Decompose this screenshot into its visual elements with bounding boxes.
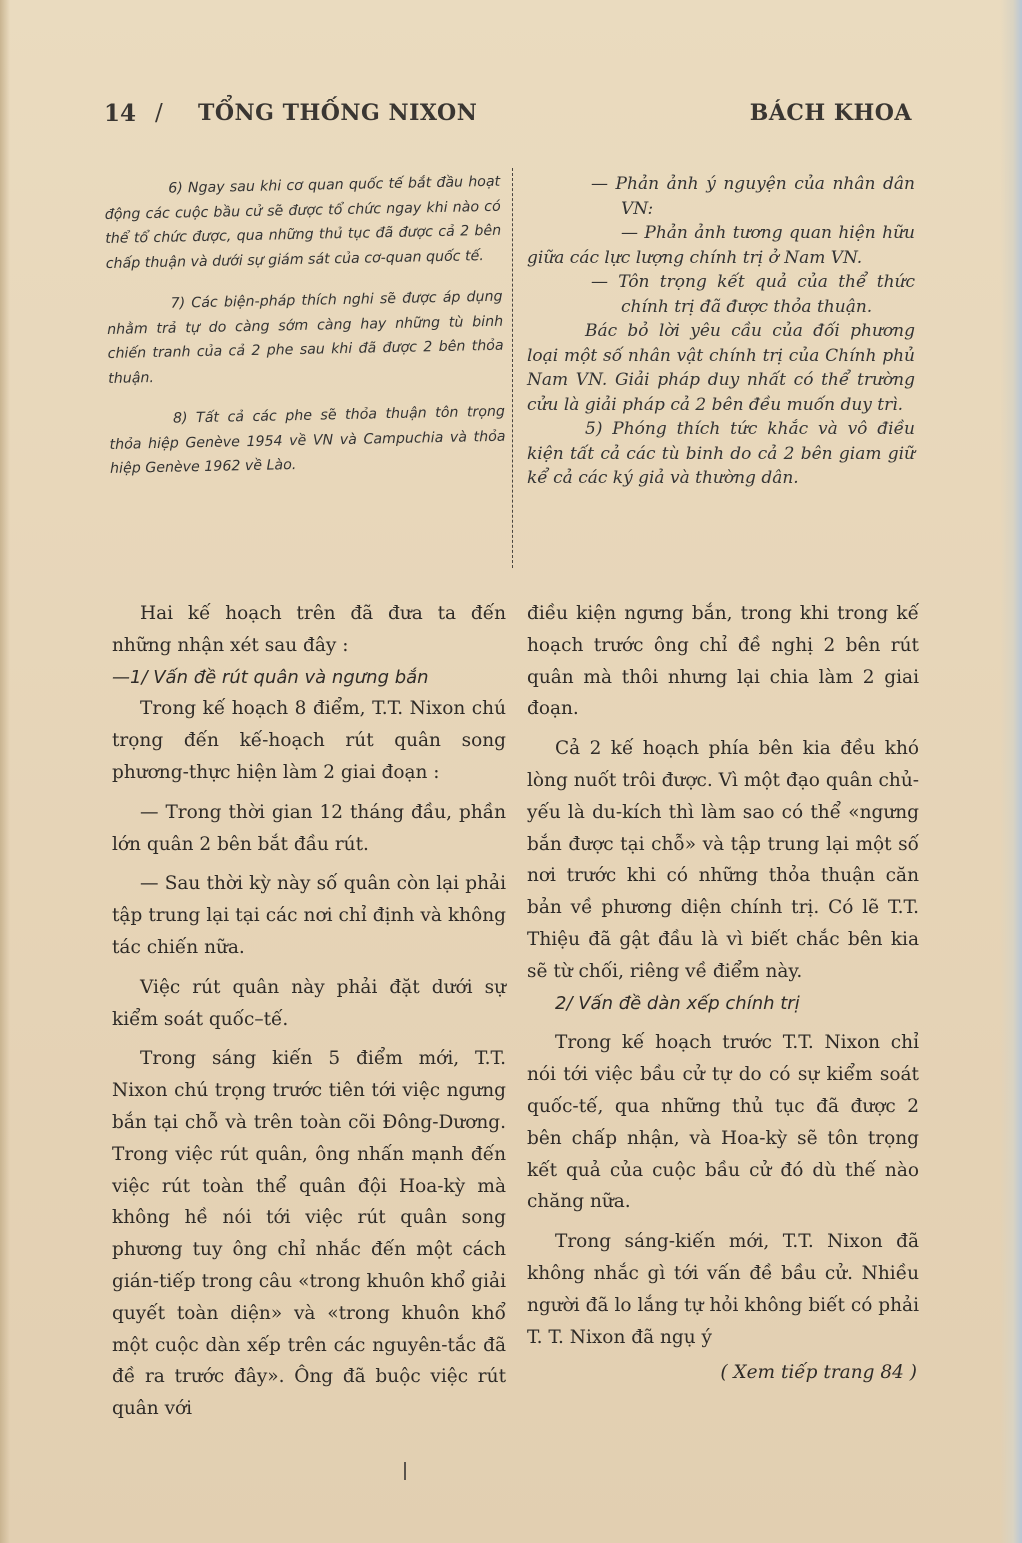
print-mark — [404, 1462, 406, 1480]
paragraph: Trong sáng-kiến mới, T.T. Nixon đã không nhắc gì tới vấn đề bầu cử. Nhiều người đã lo lắng tự hỏi không biết có phải T. T. Nixon đã ngụ ý — [527, 1231, 919, 1348]
dash-item-2: — Phản ảnh tương quan hiện hữu giữa các lực lượng chính trị ở Nam VN. — [527, 223, 915, 268]
page-edge-strip — [1000, 0, 1022, 1543]
section-heading-1: —1/ Vấn đề rút quân và ngưng bắn — [112, 666, 429, 688]
upper-right-block — [527, 172, 915, 491]
section-heading-2: 2/ Vấn đề dàn xếp chính trị — [555, 992, 800, 1014]
upper-right-paragraph: Bác bỏ lời yêu cầu của đối phương loại một số nhân vật chính trị của Chính phủ Nam VN. Giải pháp duy nhất có thể trường cửu là giải pháp cả 2 bên đều muốn duy trì. — [527, 321, 915, 415]
point-8: 8) Tất cả các phe sẽ thỏa thuận tôn trọng thỏa hiệp Genève 1954 về VN và Campuchia và thỏa hiệp Genève 1962 về Lào. — [109, 403, 506, 477]
continued-note: ( Xem tiếp trang 84 ) — [720, 1362, 917, 1384]
header-separator: / — [155, 100, 163, 126]
upper-left-block — [104, 170, 507, 499]
point-5: 5) Phóng thích tức khắc và vô điều kiện tất cả các tù binh do cả 2 bên giam giữ kể cả các ký giả và thường dân. — [527, 419, 915, 488]
article-title: TỔNG THỐNG NIXON — [198, 100, 478, 126]
page-edge-shadow — [0, 0, 10, 1543]
page-number: 14 — [104, 100, 137, 127]
paragraph: Trong sáng kiến 5 điểm mới, T.T. Nixon chú trọng trước tiên tới việc ngưng bắn tại chỗ và trên toàn cõi Đông-Dương. Trong việc rút quân, ông nhấn mạnh đến việc rút toàn thể quân đội Hoa-kỳ mà không hề nói tới việc rút quân song phương tuy ông chỉ nhắc đến một cách gián-tiếp trong câu «trong khuôn khổ giải quyết toàn diện» và «trong khuôn khổ một cuộc dàn xếp trên các nguyên-tắc đã đề ra trước đây». Ông đã buộc việc rút quân với — [112, 1048, 506, 1420]
paragraph: Cả 2 kế hoạch phía bên kia đều khó lòng nuốt trôi được. Vì một đạo quân chủ-yếu là du-kích thì làm sao có thể «ngưng bắn được tại chỗ» và tập trung lại một số nơi trước khi có những thỏa thuận căn bản về phương diện chính trị. Có lẽ T.T. Thiệu đã gật đầu là vì biết chắc bên kia sẽ từ chối, riêng về điểm này. — [527, 738, 919, 982]
dash-item-3: — Tôn trọng kết quả của thể thức chính trị đã được thỏa thuận. — [591, 272, 915, 317]
main-right-column — [527, 598, 919, 1389]
intro-paragraph: Hai kế hoạch trên đã đưa ta đến những nhận xét sau đây : — [112, 603, 506, 656]
paragraph: Trong kế hoạch trước T.T. Nixon chỉ nói tới việc bầu cử tự do có sự kiểm soát quốc-tế, qua những thủ tục đã được 2 bên chấp nhận, và Hoa-kỳ sẽ tôn trọng kết quả của cuộc bầu cử đó dù thế nào chăng nữa. — [527, 1032, 919, 1213]
magazine-name: BÁCH KHOA — [749, 100, 912, 126]
dash-item-1: — Phản ảnh ý nguyện của nhân dân VN: — [591, 174, 915, 219]
point-7: 7) Các biện-pháp thích nghi sẽ được áp dụng nhằm trả tự do càng sớm càng hay những tù binh chiến tranh của cả 2 phe sau khi đã được 2 bên thỏa thuận. — [107, 288, 504, 387]
main-left-column — [112, 598, 506, 1425]
paragraph: Trong kế hoạch 8 điểm, T.T. Nixon chú trọng đến kế-hoạch rút quân song phương-thực hiện làm 2 giai đoạn : — [112, 698, 506, 783]
point-6: 6) Ngay sau khi cơ quan quốc tế bắt đầu hoạt động các cuộc bầu cử sẽ được tổ chức ngay khi nào có thể tổ chức được, qua những thủ tục đã được cả 2 bên chấp thuận và dưới sự giám sát của cơ-quan quốc tế. — [104, 173, 502, 272]
column-divider — [512, 168, 513, 568]
paragraph: điều kiện ngưng bắn, trong khi trong kế hoạch trước ông chỉ đề nghị 2 bên rút quân mà thôi nhưng lại chia làm 2 giai đoạn. — [527, 603, 919, 720]
paragraph: — Trong thời gian 12 tháng đầu, phần lớn quân 2 bên bắt đầu rút. — [112, 801, 506, 855]
paragraph: — Sau thời kỳ này số quân còn lại phải tập trung lại tại các nơi chỉ định và không tác chiến nữa. — [112, 873, 506, 958]
paragraph: Việc rút quân này phải đặt dưới sự kiểm soát quốc–tế. — [112, 976, 506, 1030]
